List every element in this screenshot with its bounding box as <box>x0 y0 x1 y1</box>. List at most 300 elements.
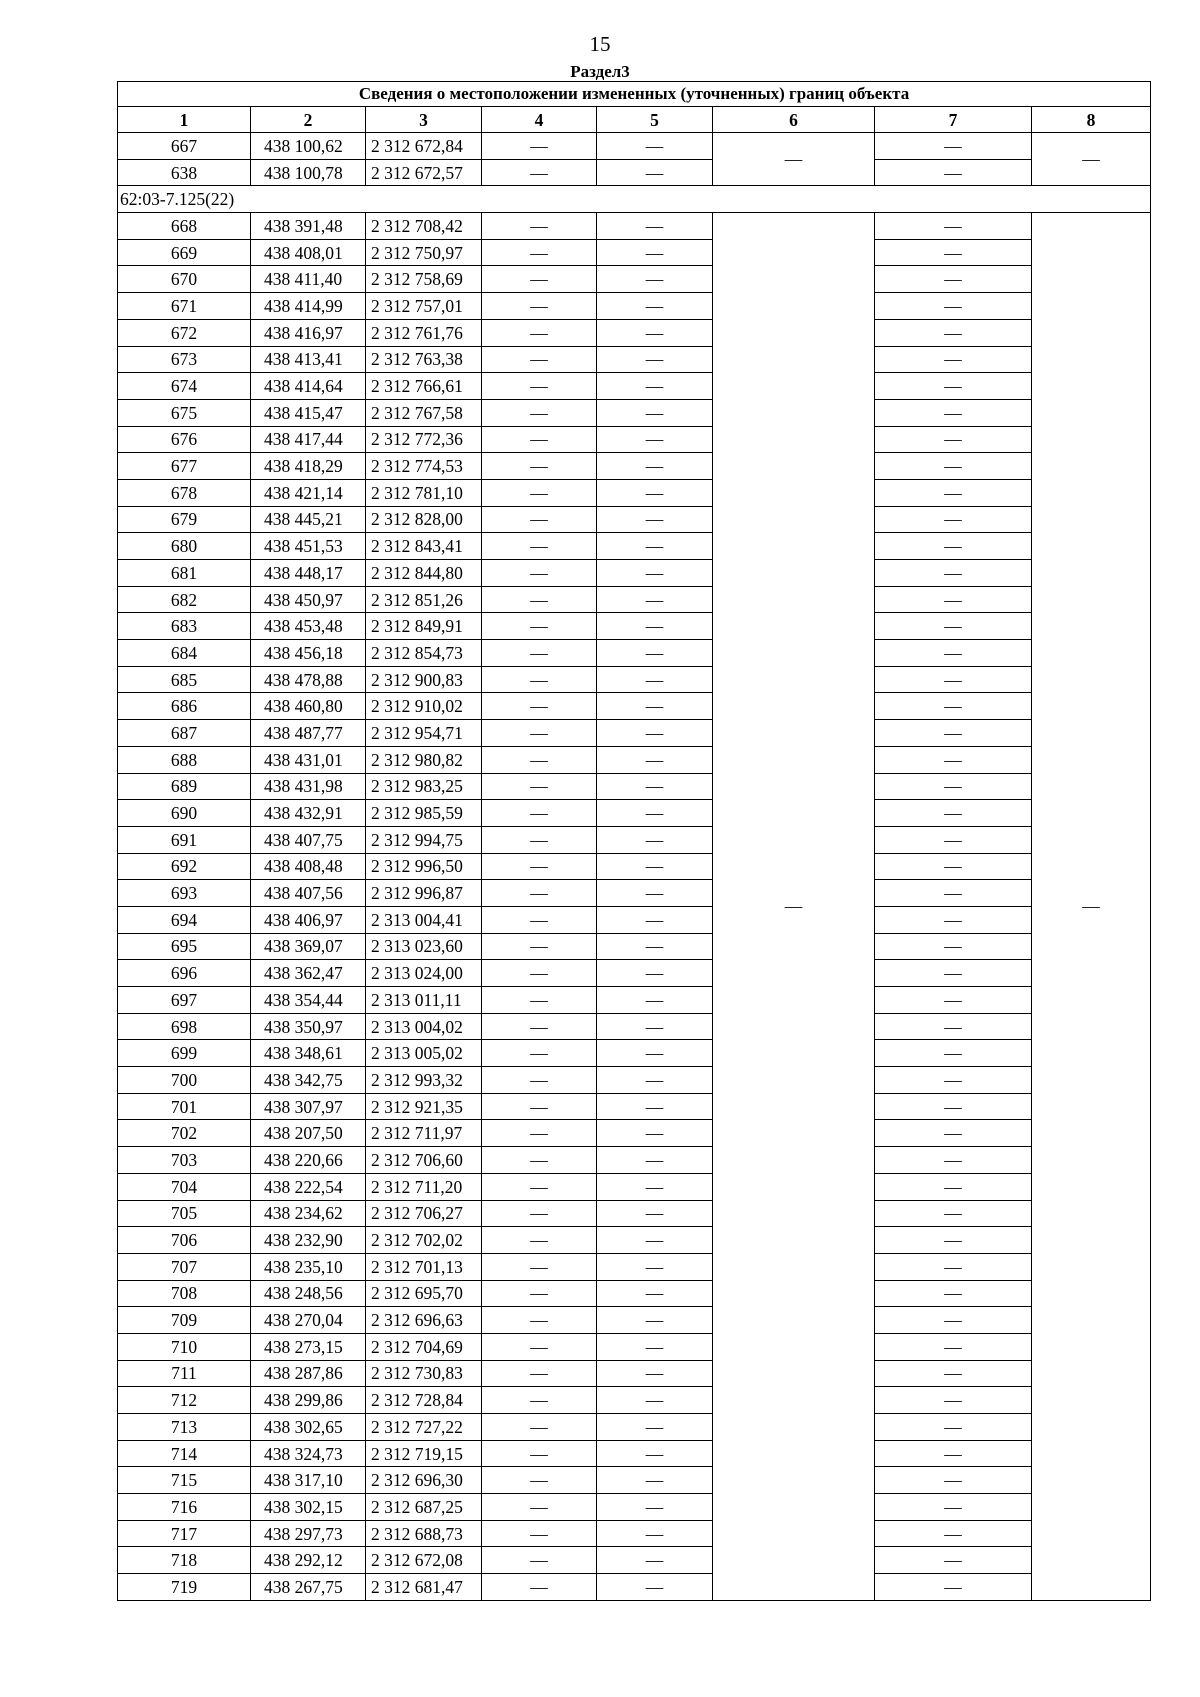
column-5-value: — <box>597 239 713 266</box>
coordinate-x: 438 421,14 <box>251 479 366 506</box>
point-number: 713 <box>118 1414 251 1441</box>
point-number: 696 <box>118 960 251 987</box>
column-5-value: — <box>597 1280 713 1307</box>
coordinate-y: 2 312 844,80 <box>366 560 482 587</box>
table-row <box>118 426 1151 453</box>
group-row <box>118 186 1151 213</box>
column-4-value: — <box>482 693 597 720</box>
coordinate-y: 2 312 711,20 <box>366 1173 482 1200</box>
point-number: 697 <box>118 987 251 1014</box>
table-row <box>118 720 1151 747</box>
coordinate-y: 2 312 681,47 <box>366 1574 482 1601</box>
point-number: 680 <box>118 533 251 560</box>
table-row <box>118 1467 1151 1494</box>
column-5-value: — <box>597 1574 713 1601</box>
coordinate-x: 438 235,10 <box>251 1253 366 1280</box>
column-4-value: — <box>482 533 597 560</box>
table-row <box>118 346 1151 373</box>
column-7-value: — <box>875 319 1032 346</box>
boundary-coordinates-table <box>117 81 1151 1601</box>
table-row <box>118 1440 1151 1467</box>
table-row <box>118 693 1151 720</box>
column-7-value: — <box>875 960 1032 987</box>
coordinate-y: 2 312 695,70 <box>366 1280 482 1307</box>
point-number: 693 <box>118 880 251 907</box>
coordinate-x: 438 414,99 <box>251 293 366 320</box>
table-row <box>118 853 1151 880</box>
coordinate-y: 2 312 921,35 <box>366 1093 482 1120</box>
coordinate-y: 2 312 706,27 <box>366 1200 482 1227</box>
table-row <box>118 266 1151 293</box>
coordinate-y: 2 313 023,60 <box>366 933 482 960</box>
column-7-value: — <box>875 133 1032 160</box>
column-7-value: — <box>875 346 1032 373</box>
table-row <box>118 1333 1151 1360</box>
coordinate-x: 438 297,73 <box>251 1520 366 1547</box>
column-7-value: — <box>875 987 1032 1014</box>
coordinate-x: 438 411,40 <box>251 266 366 293</box>
column-5-value: — <box>597 1067 713 1094</box>
column-4-value: — <box>482 239 597 266</box>
coordinate-x: 438 302,15 <box>251 1494 366 1521</box>
column-5-value: — <box>597 266 713 293</box>
column-5-value: — <box>597 426 713 453</box>
coordinate-x: 438 222,54 <box>251 1173 366 1200</box>
table-row <box>118 1253 1151 1280</box>
table-row <box>118 880 1151 907</box>
column-7-value: — <box>875 586 1032 613</box>
column-4-value: — <box>482 826 597 853</box>
coordinate-x: 438 432,91 <box>251 800 366 827</box>
coordinate-x: 438 207,50 <box>251 1120 366 1147</box>
column-number-8: 8 <box>1032 107 1151 133</box>
column-7-value: — <box>875 293 1032 320</box>
column-7-value: — <box>875 1307 1032 1334</box>
coordinate-x: 438 267,75 <box>251 1574 366 1601</box>
table-row <box>118 506 1151 533</box>
column-4-value: — <box>482 133 597 160</box>
point-number: 711 <box>118 1360 251 1387</box>
coordinate-y: 2 312 761,76 <box>366 319 482 346</box>
coordinate-x: 438 350,97 <box>251 1013 366 1040</box>
coordinate-y: 2 312 910,02 <box>366 693 482 720</box>
coordinate-x: 438 408,01 <box>251 239 366 266</box>
column-7-value: — <box>875 1414 1032 1441</box>
column-7-value: — <box>875 1227 1032 1254</box>
table-row <box>118 560 1151 587</box>
section-title: Раздел3 <box>570 62 630 81</box>
column-7-value: — <box>875 1280 1032 1307</box>
column-4-value: — <box>482 1093 597 1120</box>
top-block-column-6: — <box>713 133 875 186</box>
column-4-value: — <box>482 1067 597 1094</box>
column-4-value: — <box>482 1574 597 1601</box>
table-row <box>118 1200 1151 1227</box>
column-4-value: — <box>482 373 597 400</box>
coordinate-y: 2 312 672,08 <box>366 1547 482 1574</box>
column-4-value: — <box>482 773 597 800</box>
table-row <box>118 1520 1151 1547</box>
column-7-value: — <box>875 533 1032 560</box>
coordinate-y: 2 312 781,10 <box>366 479 482 506</box>
column-5-value: — <box>597 880 713 907</box>
column-5-value: — <box>597 1040 713 1067</box>
group-label: 62:03-7.125(22) <box>118 186 1151 213</box>
table-row <box>118 1067 1151 1094</box>
column-7-value: — <box>875 746 1032 773</box>
column-7-value: — <box>875 560 1032 587</box>
column-5-value: — <box>597 1173 713 1200</box>
column-5-value: — <box>597 1360 713 1387</box>
point-number: 679 <box>118 506 251 533</box>
column-7-value: — <box>875 666 1032 693</box>
coordinate-x: 438 362,47 <box>251 960 366 987</box>
table-caption: Сведения о местоположении измененных (уточненных) границ объекта <box>118 82 1151 107</box>
table-row <box>118 586 1151 613</box>
table-row <box>118 960 1151 987</box>
top-block-column-8: — <box>1032 133 1151 186</box>
column-5-value: — <box>597 800 713 827</box>
point-number: 694 <box>118 906 251 933</box>
column-number-1: 1 <box>118 107 251 133</box>
coordinate-x: 438 299,86 <box>251 1387 366 1414</box>
column-7-value: — <box>875 479 1032 506</box>
coordinate-y: 2 312 719,15 <box>366 1440 482 1467</box>
coordinate-x: 438 417,44 <box>251 426 366 453</box>
column-number-7: 7 <box>875 107 1032 133</box>
column-4-value: — <box>482 506 597 533</box>
coordinate-x: 438 354,44 <box>251 987 366 1014</box>
column-7-value: — <box>875 1173 1032 1200</box>
table-row <box>118 1414 1151 1441</box>
column-4-value: — <box>482 960 597 987</box>
point-number: 686 <box>118 693 251 720</box>
table-row <box>118 1280 1151 1307</box>
coordinate-y: 2 312 672,57 <box>366 159 482 186</box>
point-number: 667 <box>118 133 251 160</box>
column-7-value: — <box>875 213 1032 240</box>
column-7-value: — <box>875 826 1032 853</box>
coordinate-x: 438 406,97 <box>251 906 366 933</box>
coordinate-x: 438 232,90 <box>251 1227 366 1254</box>
column-5-value: — <box>597 960 713 987</box>
coordinate-x: 438 307,97 <box>251 1093 366 1120</box>
point-number: 718 <box>118 1547 251 1574</box>
coordinate-y: 2 313 005,02 <box>366 1040 482 1067</box>
column-4-value: — <box>482 933 597 960</box>
column-5-value: — <box>597 826 713 853</box>
column-5-value: — <box>597 293 713 320</box>
table-row <box>118 1013 1151 1040</box>
column-5-value: — <box>597 853 713 880</box>
column-7-value: — <box>875 1040 1032 1067</box>
column-7-value: — <box>875 506 1032 533</box>
column-4-value: — <box>482 1520 597 1547</box>
coordinate-y: 2 312 843,41 <box>366 533 482 560</box>
coordinate-x: 438 287,86 <box>251 1360 366 1387</box>
point-number: 673 <box>118 346 251 373</box>
point-number: 682 <box>118 586 251 613</box>
point-number: 672 <box>118 319 251 346</box>
table-row <box>118 1093 1151 1120</box>
table-row <box>118 1494 1151 1521</box>
column-7-value: — <box>875 613 1032 640</box>
point-number: 707 <box>118 1253 251 1280</box>
table-row <box>118 666 1151 693</box>
table-row <box>118 800 1151 827</box>
point-number: 700 <box>118 1067 251 1094</box>
coordinate-y: 2 312 828,00 <box>366 506 482 533</box>
point-number: 706 <box>118 1227 251 1254</box>
coordinate-y: 2 312 996,50 <box>366 853 482 880</box>
column-4-value: — <box>482 560 597 587</box>
point-number: 703 <box>118 1147 251 1174</box>
point-number: 689 <box>118 773 251 800</box>
table-row <box>118 746 1151 773</box>
table-row <box>118 906 1151 933</box>
coordinate-x: 438 302,65 <box>251 1414 366 1441</box>
column-7-value: — <box>875 373 1032 400</box>
coordinate-x: 438 100,78 <box>251 159 366 186</box>
coordinate-y: 2 312 728,84 <box>366 1387 482 1414</box>
coordinate-x: 438 450,97 <box>251 586 366 613</box>
table-row <box>118 1574 1151 1601</box>
table-row <box>118 133 1151 160</box>
point-number: 695 <box>118 933 251 960</box>
coordinate-y: 2 312 687,25 <box>366 1494 482 1521</box>
column-4-value: — <box>482 1200 597 1227</box>
coordinate-x: 438 453,48 <box>251 613 366 640</box>
coordinate-y: 2 312 701,13 <box>366 1253 482 1280</box>
table-row <box>118 373 1151 400</box>
coordinate-x: 438 431,01 <box>251 746 366 773</box>
point-number: 691 <box>118 826 251 853</box>
coordinate-y: 2 312 766,61 <box>366 373 482 400</box>
column-7-value: — <box>875 1200 1032 1227</box>
point-number: 692 <box>118 853 251 880</box>
column-4-value: — <box>482 906 597 933</box>
point-number: 699 <box>118 1040 251 1067</box>
coordinate-y: 2 312 851,26 <box>366 586 482 613</box>
point-number: 674 <box>118 373 251 400</box>
point-number: 719 <box>118 1574 251 1601</box>
column-4-value: — <box>482 1013 597 1040</box>
column-7-value: — <box>875 1440 1032 1467</box>
coordinate-y: 2 312 772,36 <box>366 426 482 453</box>
coordinate-y: 2 313 004,02 <box>366 1013 482 1040</box>
column-5-value: — <box>597 1440 713 1467</box>
table-row <box>118 1040 1151 1067</box>
coordinate-x: 438 292,12 <box>251 1547 366 1574</box>
point-number: 710 <box>118 1333 251 1360</box>
point-number: 702 <box>118 1120 251 1147</box>
coordinate-y: 2 312 711,97 <box>366 1120 482 1147</box>
coordinate-y: 2 312 774,53 <box>366 453 482 480</box>
column-4-value: — <box>482 1280 597 1307</box>
table-row <box>118 613 1151 640</box>
column-4-value: — <box>482 853 597 880</box>
column-7-value: — <box>875 426 1032 453</box>
coordinate-y: 2 312 757,01 <box>366 293 482 320</box>
coordinate-x: 438 487,77 <box>251 720 366 747</box>
coordinate-x: 438 478,88 <box>251 666 366 693</box>
point-number: 668 <box>118 213 251 240</box>
coordinate-y: 2 312 983,25 <box>366 773 482 800</box>
point-number: 688 <box>118 746 251 773</box>
coordinate-x: 438 220,66 <box>251 1147 366 1174</box>
column-7-value: — <box>875 853 1032 880</box>
table-row <box>118 1547 1151 1574</box>
coordinate-x: 438 407,75 <box>251 826 366 853</box>
table-row <box>118 1307 1151 1334</box>
column-5-value: — <box>597 533 713 560</box>
column-7-value: — <box>875 266 1032 293</box>
coordinate-y: 2 313 024,00 <box>366 960 482 987</box>
column-7-value: — <box>875 1387 1032 1414</box>
column-4-value: — <box>482 319 597 346</box>
column-4-value: — <box>482 1440 597 1467</box>
coordinate-y: 2 312 758,69 <box>366 266 482 293</box>
point-number: 678 <box>118 479 251 506</box>
column-5-value: — <box>597 133 713 160</box>
coordinate-y: 2 312 696,63 <box>366 1307 482 1334</box>
column-5-value: — <box>597 213 713 240</box>
table-row <box>118 479 1151 506</box>
table-row <box>118 1227 1151 1254</box>
point-number: 676 <box>118 426 251 453</box>
column-5-value: — <box>597 346 713 373</box>
point-number: 716 <box>118 1494 251 1521</box>
point-number: 714 <box>118 1440 251 1467</box>
column-7-value: — <box>875 1120 1032 1147</box>
table-row <box>118 826 1151 853</box>
table-row <box>118 213 1151 240</box>
coordinate-x: 438 415,47 <box>251 399 366 426</box>
column-4-value: — <box>482 1387 597 1414</box>
coordinate-y: 2 312 954,71 <box>366 720 482 747</box>
column-7-value: — <box>875 1093 1032 1120</box>
column-number-4: 4 <box>482 107 597 133</box>
coordinate-x: 438 431,98 <box>251 773 366 800</box>
coordinate-x: 438 414,64 <box>251 373 366 400</box>
column-4-value: — <box>482 399 597 426</box>
column-5-value: — <box>597 399 713 426</box>
coordinate-x: 438 100,62 <box>251 133 366 160</box>
column-7-value: — <box>875 1520 1032 1547</box>
column-4-value: — <box>482 1414 597 1441</box>
coordinate-y: 2 312 702,02 <box>366 1227 482 1254</box>
column-7-value: — <box>875 906 1032 933</box>
column-5-value: — <box>597 586 713 613</box>
coordinate-x: 438 448,17 <box>251 560 366 587</box>
column-5-value: — <box>597 773 713 800</box>
column-5-value: — <box>597 373 713 400</box>
table-row <box>118 533 1151 560</box>
column-4-value: — <box>482 1120 597 1147</box>
column-5-value: — <box>597 1414 713 1441</box>
point-number: 690 <box>118 800 251 827</box>
coordinate-x: 438 456,18 <box>251 640 366 667</box>
column-5-value: — <box>597 987 713 1014</box>
table-row <box>118 1147 1151 1174</box>
coordinate-x: 438 460,80 <box>251 693 366 720</box>
column-4-value: — <box>482 800 597 827</box>
table-row <box>118 1173 1151 1200</box>
column-7-value: — <box>875 1494 1032 1521</box>
column-5-value: — <box>597 1467 713 1494</box>
point-number: 684 <box>118 640 251 667</box>
table-row <box>118 1120 1151 1147</box>
column-7-value: — <box>875 1333 1032 1360</box>
column-4-value: — <box>482 880 597 907</box>
table-row <box>118 159 1151 186</box>
column-7-value: — <box>875 1360 1032 1387</box>
point-number: 670 <box>118 266 251 293</box>
column-4-value: — <box>482 293 597 320</box>
coordinate-x: 438 418,29 <box>251 453 366 480</box>
table-row <box>118 933 1151 960</box>
point-number: 709 <box>118 1307 251 1334</box>
column-5-value: — <box>597 1093 713 1120</box>
coordinate-y: 2 312 849,91 <box>366 613 482 640</box>
coordinate-y: 2 312 900,83 <box>366 666 482 693</box>
column-5-value: — <box>597 1227 713 1254</box>
point-number: 685 <box>118 666 251 693</box>
table-row <box>118 399 1151 426</box>
point-number: 687 <box>118 720 251 747</box>
column-7-value: — <box>875 1067 1032 1094</box>
column-4-value: — <box>482 666 597 693</box>
coordinate-y: 2 312 708,42 <box>366 213 482 240</box>
column-7-value: — <box>875 159 1032 186</box>
column-5-value: — <box>597 906 713 933</box>
column-7-value: — <box>875 1147 1032 1174</box>
page-number: 15 <box>589 32 611 56</box>
coordinate-y: 2 312 706,60 <box>366 1147 482 1174</box>
table-row <box>118 1387 1151 1414</box>
coordinate-y: 2 312 688,73 <box>366 1520 482 1547</box>
point-number: 681 <box>118 560 251 587</box>
column-4-value: — <box>482 720 597 747</box>
coordinate-y: 2 312 696,30 <box>366 1467 482 1494</box>
coordinate-x: 438 234,62 <box>251 1200 366 1227</box>
point-number: 704 <box>118 1173 251 1200</box>
table-row <box>118 1360 1151 1387</box>
column-7-value: — <box>875 453 1032 480</box>
table-row <box>118 319 1151 346</box>
column-7-value: — <box>875 239 1032 266</box>
coordinate-x: 438 342,75 <box>251 1067 366 1094</box>
column-4-value: — <box>482 613 597 640</box>
column-number-row <box>118 107 1151 133</box>
column-number-3: 3 <box>366 107 482 133</box>
table-row <box>118 293 1151 320</box>
coordinate-y: 2 312 993,32 <box>366 1067 482 1094</box>
column-5-value: — <box>597 666 713 693</box>
coordinate-x: 438 369,07 <box>251 933 366 960</box>
column-4-value: — <box>482 479 597 506</box>
column-4-value: — <box>482 1467 597 1494</box>
column-5-value: — <box>597 746 713 773</box>
coordinate-y: 2 312 994,75 <box>366 826 482 853</box>
column-4-value: — <box>482 1333 597 1360</box>
column-5-value: — <box>597 640 713 667</box>
column-5-value: — <box>597 1013 713 1040</box>
column-7-value: — <box>875 1574 1032 1601</box>
point-number: 712 <box>118 1387 251 1414</box>
group-block-column-8: — <box>1032 213 1151 1601</box>
coordinate-y: 2 312 996,87 <box>366 880 482 907</box>
